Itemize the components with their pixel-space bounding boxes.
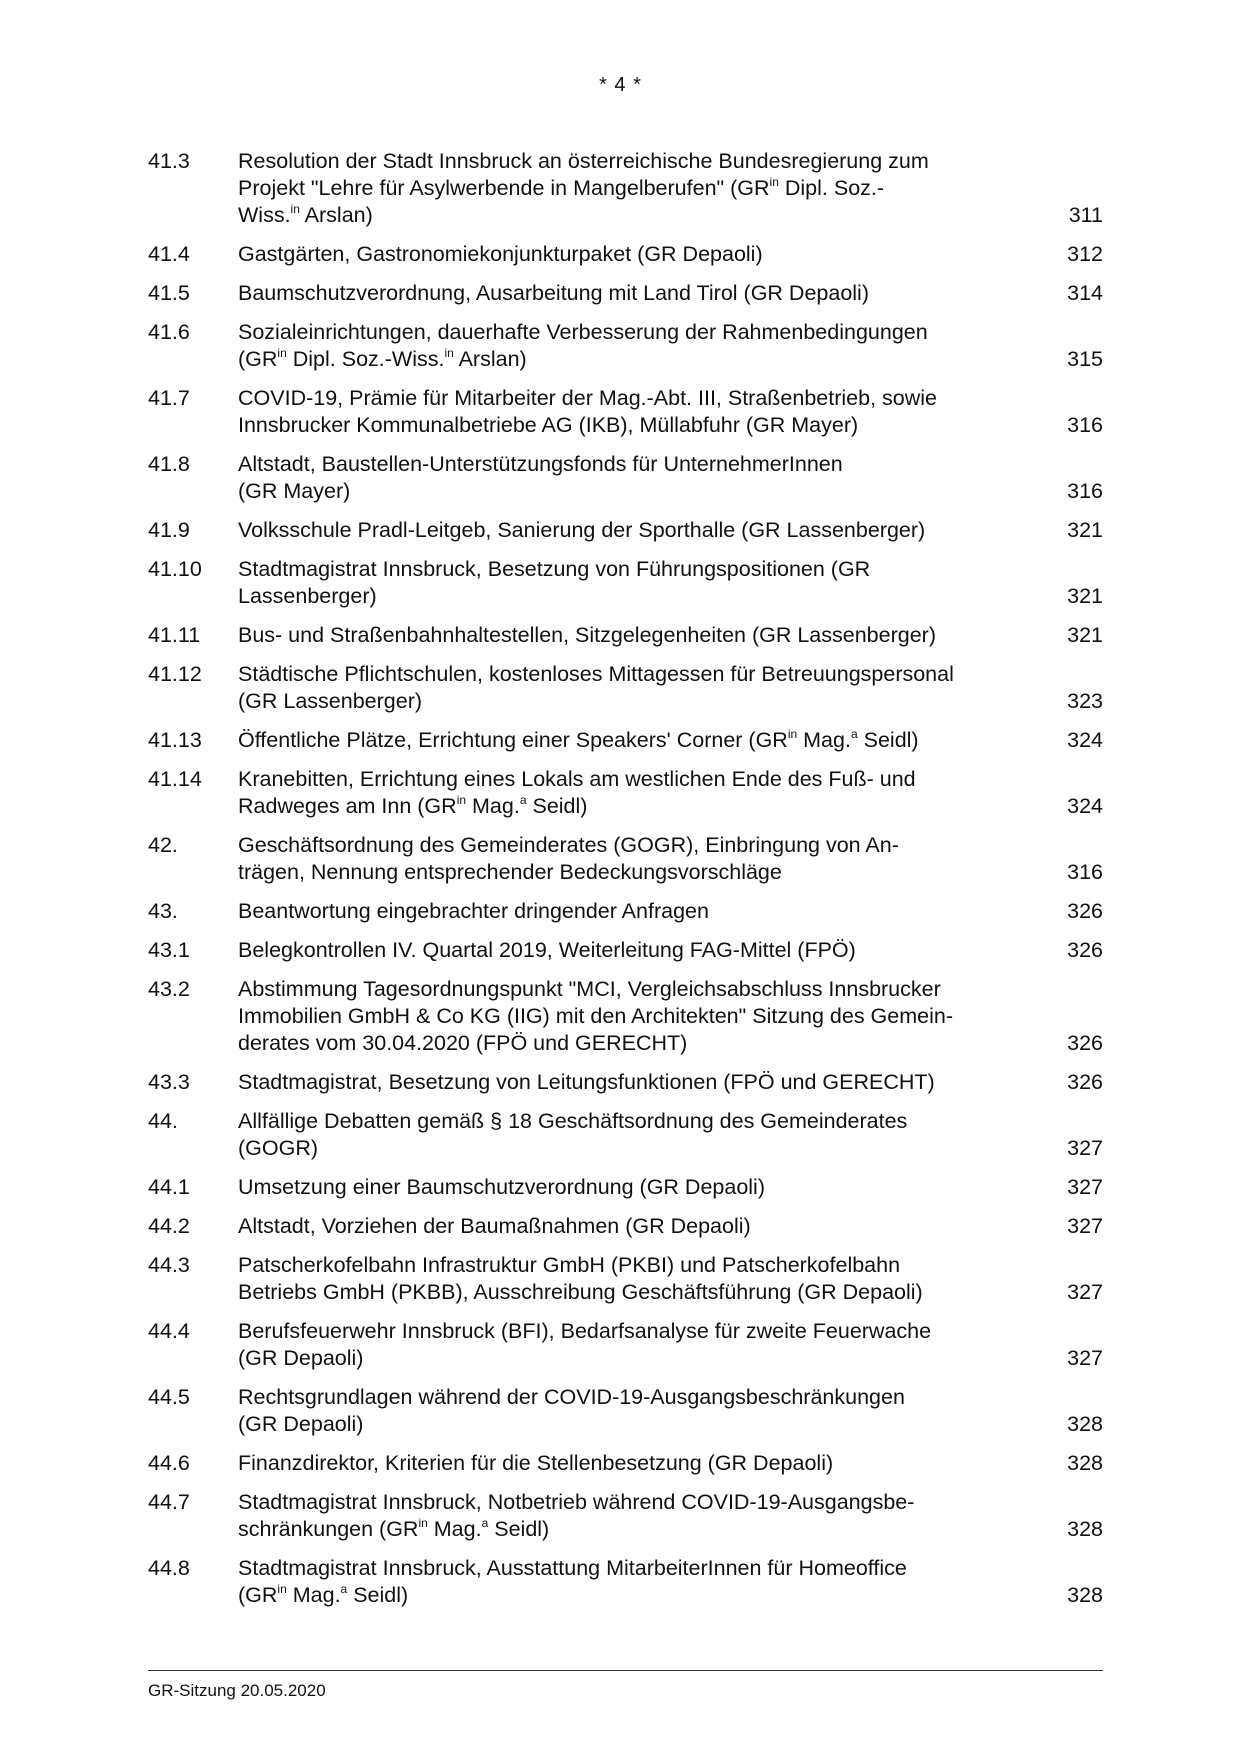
toc-entry [148,937,1103,964]
toc-entry-title-line [238,556,1023,583]
toc-entry [148,1174,1103,1201]
toc-entry-page-number: 316 [1067,413,1103,437]
footer-divider [148,1670,1103,1671]
toc-entry-title-line [238,1030,1023,1057]
toc-entry [148,1384,1103,1438]
toc-entry-title-line [238,241,1023,268]
toc-entry-number: 43.3 [148,1070,190,1094]
title-text: Arslan) [299,203,373,227]
toc-entry-page-number: 323 [1067,689,1103,713]
title-text: Altstadt, Baustellen-Unterstützungsfonds für UnternehmerInnen [238,452,843,476]
title-text: Geschäftsordnung des Gemeinderates (GOGR), Einbringung von An- [238,833,899,857]
superscript: in [418,1516,428,1530]
toc-entry-page-number: 328 [1067,1451,1103,1475]
title-text: Beantwortung eingebrachter dringender Anfragen [238,899,709,923]
toc-entry-number: 41.9 [148,518,190,542]
toc-entry-number: 42. [148,833,178,857]
page-header: * 4 * [599,74,642,96]
title-text: (GR Mayer) [238,479,351,503]
toc-entry-page-number: 327 [1067,1136,1103,1160]
title-text: Projekt "Lehre für Asylwerbende in Mangelberufen" (GR [238,176,770,200]
title-text: Seidl) [857,728,919,752]
title-text: (GR Lassenberger) [238,689,423,713]
title-text: (GR [238,347,278,371]
toc-entry-number: 41.7 [148,386,190,410]
toc-entry-title [238,1555,1043,1609]
toc-entry-title [238,661,1043,715]
title-text: derates vom 30.04.2020 (FPÖ und GERECHT) [238,1031,688,1055]
toc-entry-page-number: 326 [1067,938,1103,962]
title-text: Öffentliche Plätze, Errichtung einer Speakers' Corner (GR [238,728,788,752]
toc-entry-title-line [238,859,1023,886]
toc-entry-number: 44.6 [148,1451,190,1475]
toc-entry-page-number: 316 [1067,860,1103,884]
toc-entry [148,241,1103,268]
title-text: (GOGR) [238,1136,319,1160]
toc-entry-title-line [238,1450,1023,1477]
toc-entry-title [238,1252,1043,1306]
title-text: Arslan) [453,347,527,371]
toc-entry-title-line [238,661,1023,688]
toc-entry-title-line [238,727,1023,754]
toc-entry [148,661,1103,715]
table-of-contents [148,148,1103,1621]
toc-entry-number: 44.1 [148,1175,190,1199]
toc-entry-title-line [238,793,1023,820]
title-text: Belegkontrollen IV. Quartal 2019, Weiterleitung FAG-Mittel (FPÖ) [238,938,856,962]
title-text: Dipl. Soz.-Wiss. [286,347,445,371]
toc-entry-title-line [238,1345,1023,1372]
toc-entry [148,727,1103,754]
title-text: Betriebs GmbH (PKBB), Ausschreibung Geschäftsführung (GR Depaoli) [238,1280,923,1304]
toc-entry-title-line [238,1174,1023,1201]
toc-entry-number: 41.4 [148,242,190,266]
toc-entry-title [238,1213,1043,1240]
toc-entry-title-line [238,1411,1023,1438]
title-text: Kranebitten, Errichtung eines Lokals am westlichen Ende des Fuß- und [238,767,916,791]
toc-entry [148,1252,1103,1306]
toc-entry-title [238,1318,1043,1372]
toc-entry-title [238,1384,1043,1438]
toc-entry-number: 41.14 [148,767,202,791]
title-text: Altstadt, Vorziehen der Baumaßnahmen (GR Depaoli) [238,1214,751,1238]
toc-entry [148,1489,1103,1543]
toc-entry-title [238,976,1043,1057]
title-text: Resolution der Stadt Innsbruck an österreichische Bundesregierung zum [238,149,929,173]
toc-entry [148,451,1103,505]
toc-entry-title [238,832,1043,886]
toc-entry-title-line [238,1279,1023,1306]
superscript: in [787,727,798,741]
toc-entry-title-line [238,517,1023,544]
title-text: schränkungen (GR [238,1517,419,1541]
title-text: Bus- und Straßenbahnhaltestellen, Sitzgelegenheiten (GR Lassenberger) [238,623,936,647]
title-text: Abstimmung Tagesordnungspunkt "MCI, Vergleichsabschluss Innsbrucker [238,977,941,1001]
toc-entry-number: 44.8 [148,1556,190,1580]
toc-entry-title [238,451,1043,505]
toc-entry [148,319,1103,373]
toc-entry-title-line [238,280,1023,307]
title-text: Baumschutzverordnung, Ausarbeitung mit Land Tirol (GR Depaoli) [238,281,869,305]
toc-entry-title-line [238,319,1023,346]
toc-entry-page-number: 327 [1067,1175,1103,1199]
toc-entry-page-number: 324 [1067,728,1103,752]
toc-entry-title-line [238,937,1023,964]
toc-entry-page-number: 312 [1067,242,1103,266]
title-text: Innsbrucker Kommunalbetriebe AG (IKB), Müllabfuhr (GR Mayer) [238,413,859,437]
title-text: Stadtmagistrat Innsbruck, Ausstattung MitarbeiterInnen für Homeoffice [238,1556,907,1580]
toc-entry-page-number: 314 [1067,281,1103,305]
superscript: in [277,346,287,360]
toc-entry-title-line [238,175,1023,202]
title-text: COVID-19, Prämie für Mitarbeiter der Mag.-Abt. III, Straßenbetrieb, sowie [238,386,938,410]
toc-entry-title [238,766,1043,820]
toc-entry-page-number: 311 [1068,203,1103,227]
superscript: a [481,1516,489,1530]
toc-entry-title-line [238,451,1023,478]
toc-entry-title-line [238,832,1023,859]
toc-entry [148,280,1103,307]
toc-entry-page-number: 327 [1067,1280,1103,1304]
toc-entry [148,898,1103,925]
toc-entry-title-line [238,346,1023,373]
toc-entry-number: 43.1 [148,938,190,962]
toc-entry-title-line [238,1252,1023,1279]
footer-text: GR-Sitzung 20.05.2020 [148,1681,326,1700]
title-text: (GR [238,1583,278,1607]
toc-entry-title-line [238,1555,1023,1582]
toc-entry-title-line [238,1318,1023,1345]
superscript: in [456,793,467,807]
toc-entry-page-number: 326 [1067,1070,1103,1094]
toc-entry-title [238,1108,1043,1162]
toc-entry-title-line [238,766,1023,793]
toc-entry-number: 44.2 [148,1214,190,1238]
toc-entry-title [238,148,1043,229]
title-text: Lassenberger) [238,584,377,608]
toc-entry-page-number: 321 [1067,623,1103,647]
title-text: Mag. [797,728,851,752]
title-text: Dipl. Soz.- [778,176,885,200]
toc-entry-number: 44.3 [148,1253,190,1277]
toc-entry-page-number: 328 [1067,1412,1103,1436]
title-text: Volksschule Pradl-Leitgeb, Sanierung der Sporthalle (GR Lassenberger) [238,518,926,542]
toc-entry-title-line [238,898,1023,925]
toc-entry-title-line [238,1516,1023,1543]
title-text: Mag. [466,794,520,818]
toc-entry-number: 43. [148,899,178,923]
toc-entry-title-line [238,202,1023,229]
title-text: Gastgärten, Gastronomiekonjunkturpaket (GR Depaoli) [238,242,763,266]
toc-entry [148,517,1103,544]
toc-entry-title [238,1489,1043,1543]
toc-entry-title-line [238,1003,1023,1030]
toc-entry-page-number: 315 [1067,347,1103,371]
superscript: in [769,175,779,189]
toc-entry [148,1213,1103,1240]
title-text: Immobilien GmbH & Co KG (IIG) mit den Architekten" Sitzung des Gemein- [238,1004,954,1028]
superscript: a [519,793,527,807]
toc-entry-title-line [238,478,1023,505]
toc-entry-page-number: 327 [1067,1346,1103,1370]
toc-entry-page-number: 327 [1067,1214,1103,1238]
title-text: Finanzdirektor, Kriterien für die Stellenbesetzung (GR Depaoli) [238,1451,834,1475]
toc-entry-title [238,1174,1043,1201]
toc-entry [148,556,1103,610]
title-text: Stadtmagistrat Innsbruck, Notbetrieb während COVID-19-Ausgangsbe- [238,1490,915,1514]
title-text: (GR Depaoli) [238,1346,364,1370]
toc-entry-page-number: 328 [1067,1583,1103,1607]
toc-entry [148,1069,1103,1096]
toc-entry-title [238,622,1043,649]
toc-entry-title-line [238,583,1023,610]
toc-entry-title-line [238,1135,1023,1162]
title-text: Seidl) [488,1517,550,1541]
title-text: trägen, Nennung entsprechender Bedeckungsvorschläge [238,860,782,884]
title-text: Umsetzung einer Baumschutzverordnung (GR Depaoli) [238,1175,765,1199]
toc-entry-title [238,937,1043,964]
toc-entry-title [238,280,1043,307]
toc-entry-page-number: 321 [1067,518,1103,542]
toc-entry [148,1555,1103,1609]
toc-entry-title-line [238,1489,1023,1516]
toc-entry [148,1108,1103,1162]
toc-entry-title [238,727,1043,754]
title-text: Berufsfeuerwehr Innsbruck (BFI), Bedarfsanalyse für zweite Feuerwache [238,1319,932,1343]
toc-entry-number: 41.5 [148,281,190,305]
title-text: Stadtmagistrat, Besetzung von Leitungsfunktionen (FPÖ und GERECHT) [238,1070,935,1094]
toc-entry-title [238,319,1043,373]
toc-entry-title-line [238,622,1023,649]
toc-entry-title [238,1069,1043,1096]
title-text: Patscherkofelbahn Infrastruktur GmbH (PKBI) und Patscherkofelbahn [238,1253,901,1277]
toc-entry-number: 43.2 [148,977,190,1001]
toc-entry [148,148,1103,229]
toc-entry-number: 41.10 [148,557,202,581]
toc-entry-title [238,556,1043,610]
toc-entry-page-number: 326 [1067,899,1103,923]
title-text: Mag. [286,1583,341,1607]
toc-entry-page-number: 321 [1067,584,1103,608]
toc-entry [148,976,1103,1057]
toc-entry-number: 41.6 [148,320,190,344]
toc-entry-title-line [238,412,1023,439]
title-text: Mag. [427,1517,482,1541]
toc-entry-title-line [238,1384,1023,1411]
toc-entry-title-line [238,976,1023,1003]
toc-entry-title [238,1450,1043,1477]
toc-entry-number: 41.3 [148,149,190,173]
toc-entry [148,1450,1103,1477]
toc-entry [148,1318,1103,1372]
toc-entry-number: 41.12 [148,662,202,686]
toc-entry-page-number: 316 [1067,479,1103,503]
toc-entry-page-number: 324 [1067,794,1103,818]
toc-entry [148,832,1103,886]
toc-entry-title-line [238,1108,1023,1135]
toc-entry-title [238,898,1043,925]
toc-entry-number: 41.11 [148,623,201,647]
toc-entry-title-line [238,148,1023,175]
toc-entry-title-line [238,1582,1023,1609]
superscript: a [850,727,858,741]
superscript: in [444,346,454,360]
title-text: Seidl) [347,1583,409,1607]
toc-entry-title [238,517,1043,544]
toc-entry [148,766,1103,820]
toc-entry-title-line [238,1213,1023,1240]
toc-entry-number: 44. [148,1109,178,1133]
title-text: Stadtmagistrat Innsbruck, Besetzung von Führungspositionen (GR [238,557,871,581]
toc-entry-page-number: 328 [1067,1517,1103,1541]
toc-entry-title-line [238,385,1023,412]
title-text: (GR Depaoli) [238,1412,364,1436]
toc-entry-number: 41.13 [148,728,202,752]
title-text: Allfällige Debatten gemäß § 18 Geschäftsordnung des Gemeinderates [238,1109,908,1133]
title-text: Städtische Pflichtschulen, kostenloses Mittagessen für Betreuungspersonal [238,662,954,686]
superscript: a [340,1582,348,1596]
toc-entry [148,385,1103,439]
superscript: in [277,1582,287,1596]
toc-entry-number: 41.8 [148,452,190,476]
title-text: Wiss. [238,203,291,227]
toc-entry-number: 44.5 [148,1385,190,1409]
title-text: Rechtsgrundlagen während der COVID-19-Ausgangsbeschränkungen [238,1385,905,1409]
superscript: in [290,202,300,216]
toc-entry [148,622,1103,649]
title-text: Seidl) [526,794,588,818]
toc-entry-title [238,385,1043,439]
toc-entry-number: 44.4 [148,1319,190,1343]
toc-entry-number: 44.7 [148,1490,190,1514]
title-text: Radweges am Inn (GR [238,794,457,818]
toc-entry-page-number: 326 [1067,1031,1103,1055]
toc-entry-title [238,241,1043,268]
title-text: Sozialeinrichtungen, dauerhafte Verbesserung der Rahmenbedingungen [238,320,928,344]
toc-entry-title-line [238,688,1023,715]
toc-entry-title-line [238,1069,1023,1096]
